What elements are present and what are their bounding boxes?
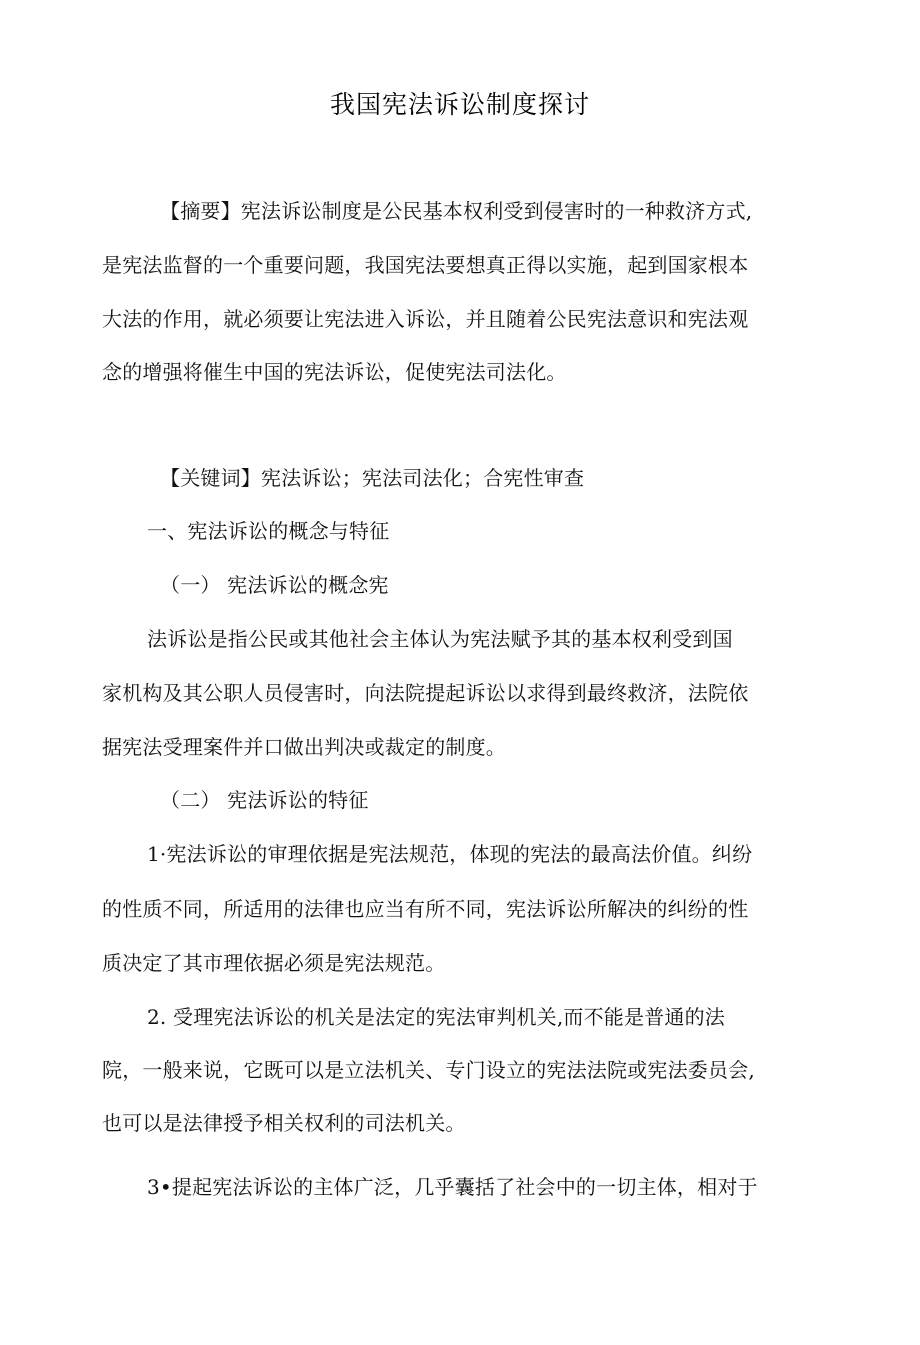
sub1-body-line-2: 家机构及其公职人员侵害时，向法院提起诉讼以求得到最终救济，法院依 (102, 681, 749, 705)
sub1-body-line-1: 法诉讼是指公民或其他社会主体认为宪法赋予其的基本权利受到国 (147, 627, 733, 651)
abstract-line-4: 念的增强将催生中国的宪法诉讼，促使宪法司法化。 (102, 360, 567, 384)
point2-line-2: 院，一般来说，它既可以是立法机关、专门设立的宪法法院或宪法委员会, (102, 1058, 755, 1082)
subsection-heading-1: （一） 宪法诉讼的概念宪 (160, 573, 389, 597)
point2-line-1: 2. 受理宪法诉讼的机关是法定的宪法审判机关,而不能是普通的法 (147, 1005, 725, 1029)
point1-line-1: 1·宪法诉讼的审理依据是宪法规范，体现的宪法的最高法价值。纠纷 (147, 842, 753, 866)
point1-line-3: 质决定了其市理依据必须是宪法规范。 (102, 951, 446, 975)
point1-line-2: 的性质不同，所适用的法律也应当有所不同，宪法诉讼所解决的纠纷的性 (102, 897, 749, 921)
point2-line-3: 也可以是法律授予相关权利的司法机关。 (102, 1111, 466, 1135)
keywords-line: 【关键词】宪法诉讼；宪法司法化；合宪性审查 (160, 466, 585, 490)
abstract-line-3: 大法的作用，就必须要让宪法进入诉讼，并且随着公民宪法意识和宪法观 (102, 307, 749, 331)
point3-line-1: 3•提起宪法诉讼的主体广泛，几乎囊括了社会中的一切主体，相对于 (147, 1175, 758, 1199)
document-title: 我国宪法诉讼制度探讨 (329, 90, 590, 119)
subsection-heading-2: （二） 宪法诉讼的特征 (160, 788, 369, 812)
abstract-line-1: 【摘要】宪法诉讼制度是公民基本权利受到侵害时的一种救济方式, (160, 199, 753, 223)
abstract-line-2: 是宪法监督的一个重要问题，我国宪法要想真正得以实施，起到国家根本 (102, 253, 749, 277)
section-heading-1: 一、宪法诉讼的概念与特征 (147, 519, 390, 543)
sub1-body-line-3: 据宪法受理案件并口做出判决或裁定的制度。 (102, 735, 506, 759)
